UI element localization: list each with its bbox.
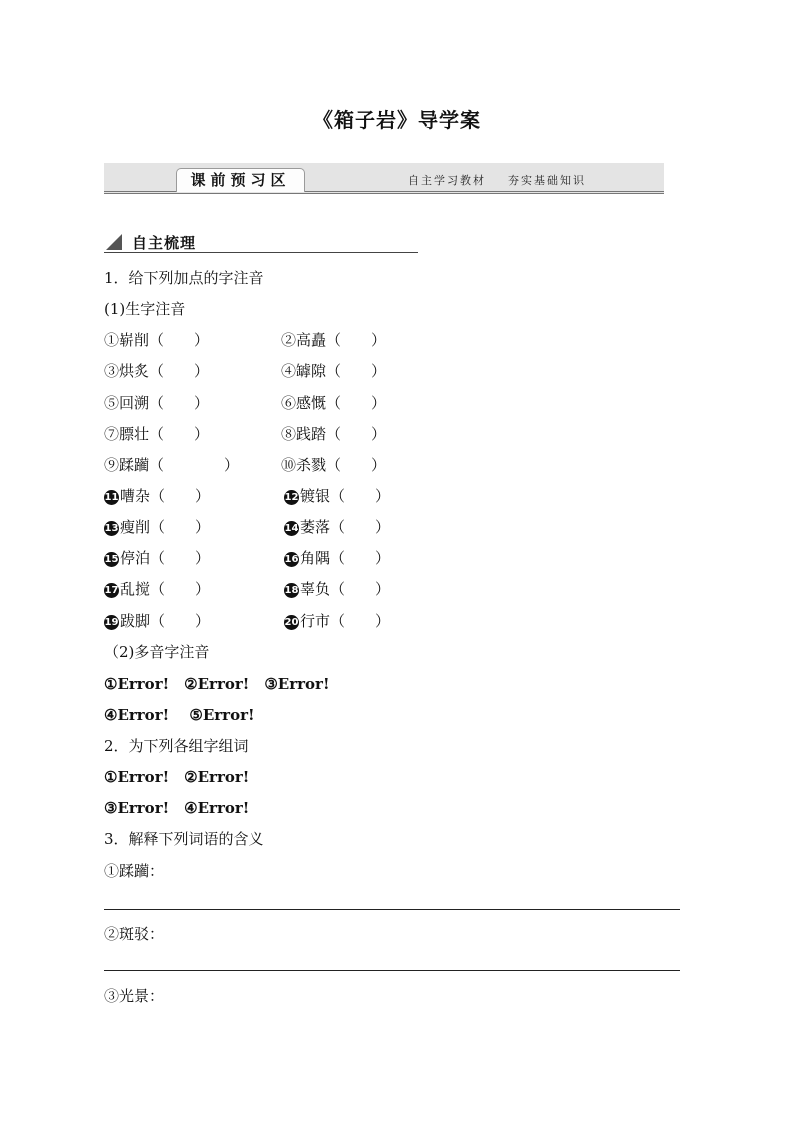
section-heading	[104, 232, 418, 253]
circled-number: 17	[104, 585, 119, 596]
pinyin-item	[284, 612, 390, 630]
circled-number: 20	[284, 617, 299, 628]
word-group-line: ①Error! ②Error!	[104, 768, 250, 786]
pinyin-item	[284, 580, 390, 598]
pinyin-item-text: 瘦削（ ）	[120, 518, 211, 536]
pinyin-item: ⑩杀戮（ ）	[281, 456, 387, 474]
circled-number: 19	[104, 617, 119, 628]
question-1-title: 1．给下列加点的字注音	[104, 269, 264, 287]
banner-tab: 课前预习区	[176, 168, 305, 192]
question-3-title: 3．解释下列词语的含义	[104, 830, 264, 848]
pinyin-item-text: 跋脚（ ）	[120, 612, 211, 630]
pinyin-item	[104, 518, 210, 536]
pinyin-item-text: 角隅（ ）	[300, 549, 391, 567]
pinyin-item: ⑤回溯（ ）	[104, 394, 210, 412]
question-2-title: 2．为下列各组字组词	[104, 737, 249, 755]
circled-number: 14	[284, 523, 299, 534]
pinyin-item	[104, 612, 210, 630]
pinyin-item-text: 辜负（ ）	[300, 580, 391, 598]
question-1-sub1: (1)生字注音	[104, 300, 186, 318]
circled-number: 11	[104, 492, 119, 503]
banner-subtitle: 自主学习教材 夯实基础知识	[408, 174, 586, 187]
question-1-sub2: （2)多音字注音	[104, 643, 210, 661]
pinyin-item	[284, 518, 390, 536]
answer-line	[104, 970, 680, 971]
term-definition-item: ②斑驳：	[104, 925, 165, 943]
pinyin-item	[104, 580, 210, 598]
pinyin-item	[104, 549, 210, 567]
polyphone-line: ④Error! ⑤Error!	[104, 706, 255, 724]
word-group-line: ③Error! ④Error!	[104, 799, 250, 817]
pinyin-item: ⑨蹂躏（ ）	[104, 456, 240, 474]
pinyin-item	[104, 487, 210, 505]
pinyin-item	[284, 549, 390, 567]
section-banner	[104, 163, 664, 194]
pinyin-item	[284, 487, 390, 505]
term-definition-item: ③光景：	[104, 987, 165, 1005]
pinyin-item-text: 停泊（ ）	[120, 549, 211, 567]
pinyin-item-text: 行市（ ）	[300, 612, 391, 630]
pinyin-item: ⑧践踏（ ）	[281, 425, 387, 443]
pinyin-item-text: 乱搅（ ）	[120, 580, 211, 598]
pinyin-item: ②高矗（ ）	[281, 331, 387, 349]
pinyin-item-text: 嘈杂（ ）	[120, 487, 211, 505]
pinyin-item-text: 镀银（ ）	[300, 487, 391, 505]
pinyin-item: ⑥感慨（ ）	[281, 394, 387, 412]
pinyin-item: ⑦膘壮（ ）	[104, 425, 210, 443]
section-heading-label: 自主梳理	[132, 234, 197, 252]
pinyin-item: ③烘炙（ ）	[104, 362, 210, 380]
answer-line	[104, 909, 680, 910]
page-title: 《箱子岩》导学案	[313, 108, 481, 132]
pinyin-item-text: 萎落（ ）	[300, 518, 391, 536]
pinyin-item: ④罅隙（ ）	[281, 362, 387, 380]
circled-number: 15	[104, 554, 119, 565]
triangle-marker-icon	[106, 234, 122, 250]
circled-number: 16	[284, 554, 299, 565]
pinyin-item: ①崭削（ ）	[104, 331, 210, 349]
term-definition-item: ①蹂躏：	[104, 862, 165, 880]
polyphone-line: ①Error! ②Error! ③Error!	[104, 675, 330, 693]
circled-number: 12	[284, 492, 299, 503]
circled-number: 18	[284, 585, 299, 596]
circled-number: 13	[104, 523, 119, 534]
